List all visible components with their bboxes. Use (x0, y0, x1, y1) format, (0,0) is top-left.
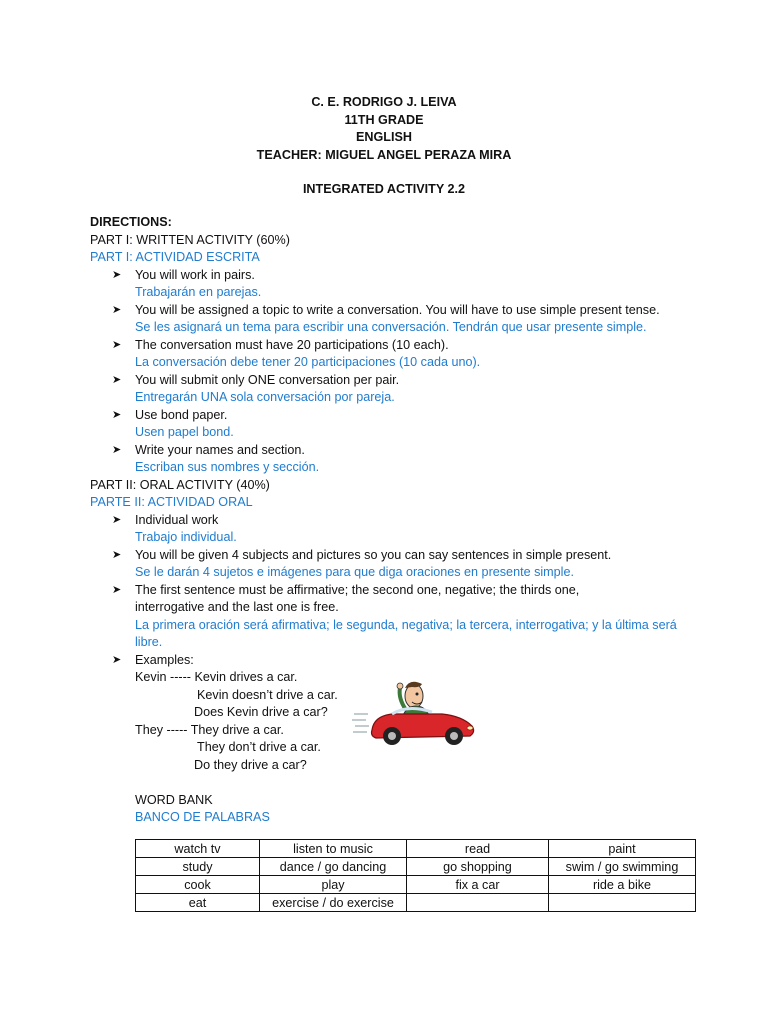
example-line: Kevin ----- Kevin drives a car. (135, 670, 298, 684)
part1-item (90, 442, 690, 477)
word-bank-row (136, 840, 696, 858)
item-es: Se le darán 4 sujetos e imágenes para que diga oraciones en presente simple. (135, 565, 574, 579)
part2-item (90, 547, 690, 582)
part2-title-es: PARTE II: ACTIVIDAD ORAL (90, 495, 253, 509)
word-bank-cell: fix a car (407, 876, 549, 894)
item-es: Usen papel bond. (135, 425, 234, 439)
school-name: C. E. RODRIGO J. LEIVA (311, 95, 457, 109)
word-bank-cell: paint (549, 840, 696, 858)
part1-item (90, 337, 690, 372)
word-bank-cell: listen to music (260, 840, 407, 858)
word-bank-cell: exercise / do exercise (260, 894, 407, 912)
item-es: Trabajarán en parejas. (135, 285, 262, 299)
word-bank-row (136, 858, 696, 876)
part1-item (90, 372, 690, 407)
word-bank-cell: eat (136, 894, 260, 912)
word-bank-row (136, 876, 696, 894)
item-en: The conversation must have 20 participations (10 each). (135, 337, 449, 352)
subject: ENGLISH (356, 130, 412, 144)
word-bank-cell: swim / go swimming (549, 858, 696, 876)
part1-item (90, 302, 690, 337)
item-en: Individual work (135, 512, 219, 527)
word-bank-cell (549, 894, 696, 912)
word-bank-row (136, 894, 696, 912)
item-es: Escriban sus nombres y sección. (135, 460, 320, 474)
word-bank-cell (407, 894, 549, 912)
arrow-bullet-icon: ➤ (112, 583, 122, 596)
activity-title: INTEGRATED ACTIVITY 2.2 (302, 182, 466, 196)
grade: 11TH GRADE (344, 112, 424, 127)
word-bank-title-es: BANCO DE PALABRAS (135, 810, 270, 824)
part2-item (90, 512, 690, 547)
item-en: You will work in pairs. (135, 267, 255, 282)
word-bank-table (135, 839, 696, 912)
arrow-bullet-icon: ➤ (112, 548, 122, 561)
item-en: The first sentence must be affirmative; the second one, negative; the thirds one, interrogative and the last one is free. (135, 582, 580, 614)
part1-item (90, 267, 690, 302)
example-line: They ----- They drive a car. (135, 722, 284, 737)
arrow-bullet-icon: ➤ (112, 513, 122, 526)
word-bank-cell: study (136, 858, 260, 876)
part1-title-en: PART I: WRITTEN ACTIVITY (60%) (90, 232, 290, 247)
teacher: TEACHER: MIGUEL ANGEL PERAZA MIRA (256, 147, 512, 162)
example-line: They don’t drive a car. (197, 740, 321, 754)
arrow-bullet-icon: ➤ (112, 268, 122, 281)
arrow-bullet-icon: ➤ (112, 443, 122, 456)
item-es: Trabajo individual. (135, 530, 237, 544)
item-en: You will submit only ONE conversation per pair. (135, 372, 400, 387)
item-en: You will be assigned a topic to write a conversation. You will have to use simple present tense. (135, 302, 660, 317)
cartoon-man-driving-red-car-icon (352, 670, 480, 750)
arrow-bullet-icon: ➤ (112, 653, 122, 666)
item-es: La conversación debe tener 20 participaciones (10 cada uno). (135, 355, 481, 369)
arrow-bullet-icon: ➤ (112, 408, 122, 421)
word-bank-cell: play (260, 876, 407, 894)
word-bank-title-en: WORD BANK (135, 792, 213, 807)
word-bank-cell: read (407, 840, 549, 858)
word-bank-cell: watch tv (136, 840, 260, 858)
part2-item (90, 582, 690, 652)
item-es: Se les asignará un tema para escribir una conversación. Tendrán que usar presente simple. (135, 320, 647, 334)
word-bank-cell: cook (136, 876, 260, 894)
examples-label: Examples: (135, 652, 194, 667)
part1-title-es: PART I: ACTIVIDAD ESCRITA (90, 250, 260, 264)
item-es: La primera oración será afirmativa; le segunda, negativa; la tercera, interrogativa; y la última será libre. (135, 617, 677, 649)
directions-label: DIRECTIONS: (90, 215, 172, 229)
item-en: Use bond paper. (135, 407, 228, 422)
item-en: Write your names and section. (135, 442, 305, 457)
item-en: You will be given 4 subjects and pictures so you can say sentences in simple present. (135, 547, 612, 562)
word-bank-cell: dance / go dancing (260, 858, 407, 876)
example-line: Does Kevin drive a car? (194, 705, 328, 719)
word-bank-cell: ride a bike (549, 876, 696, 894)
arrow-bullet-icon: ➤ (112, 373, 122, 386)
arrow-bullet-icon: ➤ (112, 303, 122, 316)
arrow-bullet-icon: ➤ (112, 338, 122, 351)
item-es: Entregarán UNA sola conversación por pareja. (135, 390, 395, 404)
example-line: Kevin doesn’t drive a car. (197, 687, 338, 702)
header-block (0, 94, 768, 164)
word-bank-cell: go shopping (407, 858, 549, 876)
part1-item (90, 407, 690, 442)
part2-title-en: PART II: ORAL ACTIVITY (40%) (90, 477, 270, 492)
example-line: Do they drive a car? (194, 757, 307, 772)
